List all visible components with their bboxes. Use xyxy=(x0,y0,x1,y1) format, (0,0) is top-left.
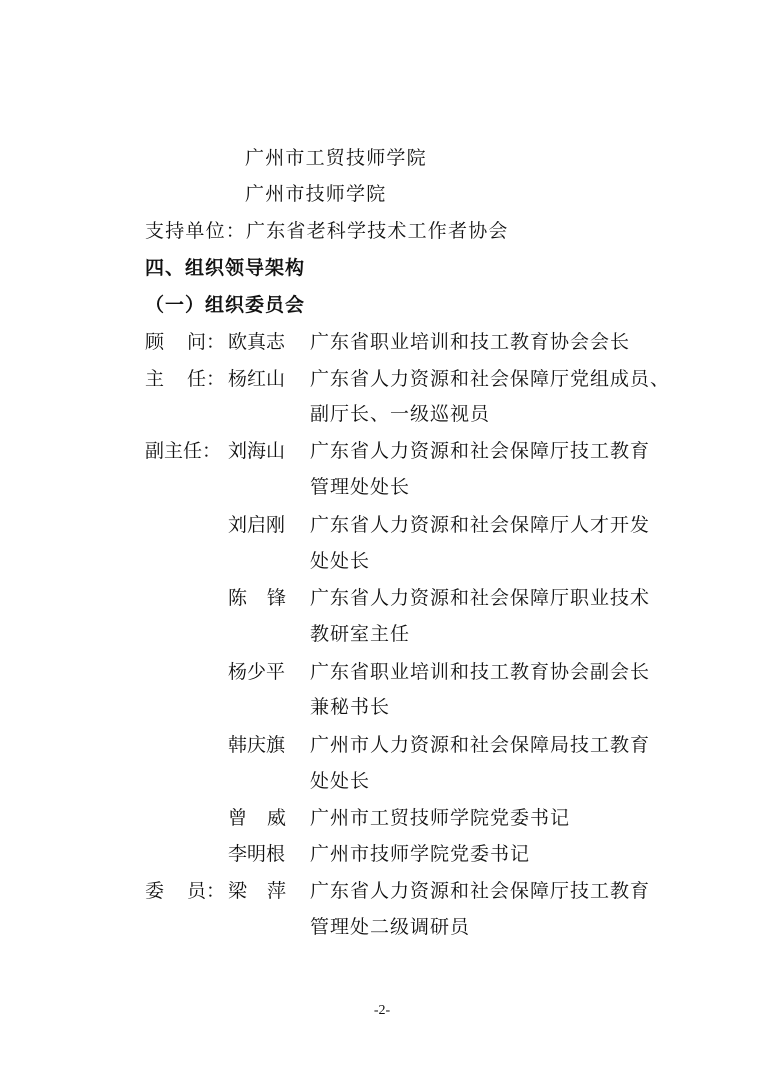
member-title-line-2: 管理处二级调研员 xyxy=(310,916,471,938)
unit-line-1: 广州市工贸技师学院 xyxy=(245,147,427,169)
director-title-line-1: 广东省人力资源和社会保障厅党组成员、 xyxy=(310,368,671,390)
role-deputy-directors: 副主任： xyxy=(145,440,222,462)
advisor-title: 广东省职业培训和技工教育协会会长 xyxy=(310,331,631,353)
member-title-line-1: 广东省人力资源和社会保障厅技工教育 xyxy=(310,880,651,902)
director-name: 杨红山 xyxy=(228,368,286,390)
deputy-title-line-2: 管理处处长 xyxy=(310,476,411,498)
section-heading: 四、组织领导架构 xyxy=(145,257,306,279)
member-name: 梁 萍 xyxy=(228,880,286,902)
page-number: -2- xyxy=(373,1003,391,1018)
deputy-name: 陈 锋 xyxy=(228,587,286,609)
role-member: 委 员 ： xyxy=(145,880,225,902)
role-director: 主 任 ： xyxy=(145,368,225,390)
deputy-title-line-1: 广州市工贸技师学院党委书记 xyxy=(310,807,571,829)
deputy-name: 刘海山 xyxy=(228,440,286,462)
unit-line-2: 广州市技师学院 xyxy=(245,183,387,205)
deputy-title-line-1: 广东省职业培训和技工教育协会副会长 xyxy=(310,661,651,683)
deputy-title-line-1: 广东省人力资源和社会保障厅职业技术 xyxy=(310,587,651,609)
deputy-title-line-2: 兼秘书长 xyxy=(310,696,391,718)
role-advisor: 顾 问 ： xyxy=(145,331,225,353)
deputy-title-line-2: 教研室主任 xyxy=(310,623,411,645)
deputy-name: 杨少平 xyxy=(228,661,286,683)
deputy-title-line-2: 处处长 xyxy=(310,770,371,792)
deputy-title-line-1: 广东省人力资源和社会保障厅技工教育 xyxy=(310,440,651,462)
deputy-title-line-1: 广州市技师学院党委书记 xyxy=(310,843,531,865)
advisor-name: 欧真志 xyxy=(228,331,286,353)
deputy-title-line-2: 处处长 xyxy=(310,550,371,572)
section-subheading: （一）组织委员会 xyxy=(145,294,306,316)
deputy-title-line-1: 广州市人力资源和社会保障局技工教育 xyxy=(310,734,651,756)
deputy-name: 刘启刚 xyxy=(228,514,286,536)
deputy-name: 曾 威 xyxy=(228,807,286,829)
support-unit: 支持单位：广东省老科学技术工作者协会 xyxy=(145,220,509,242)
deputy-name: 李明根 xyxy=(228,843,286,865)
director-title-line-2: 副厅长、一级巡视员 xyxy=(310,403,491,425)
deputy-name: 韩庆旗 xyxy=(228,734,286,756)
deputy-title-line-1: 广东省人力资源和社会保障厅人才开发 xyxy=(310,514,651,536)
